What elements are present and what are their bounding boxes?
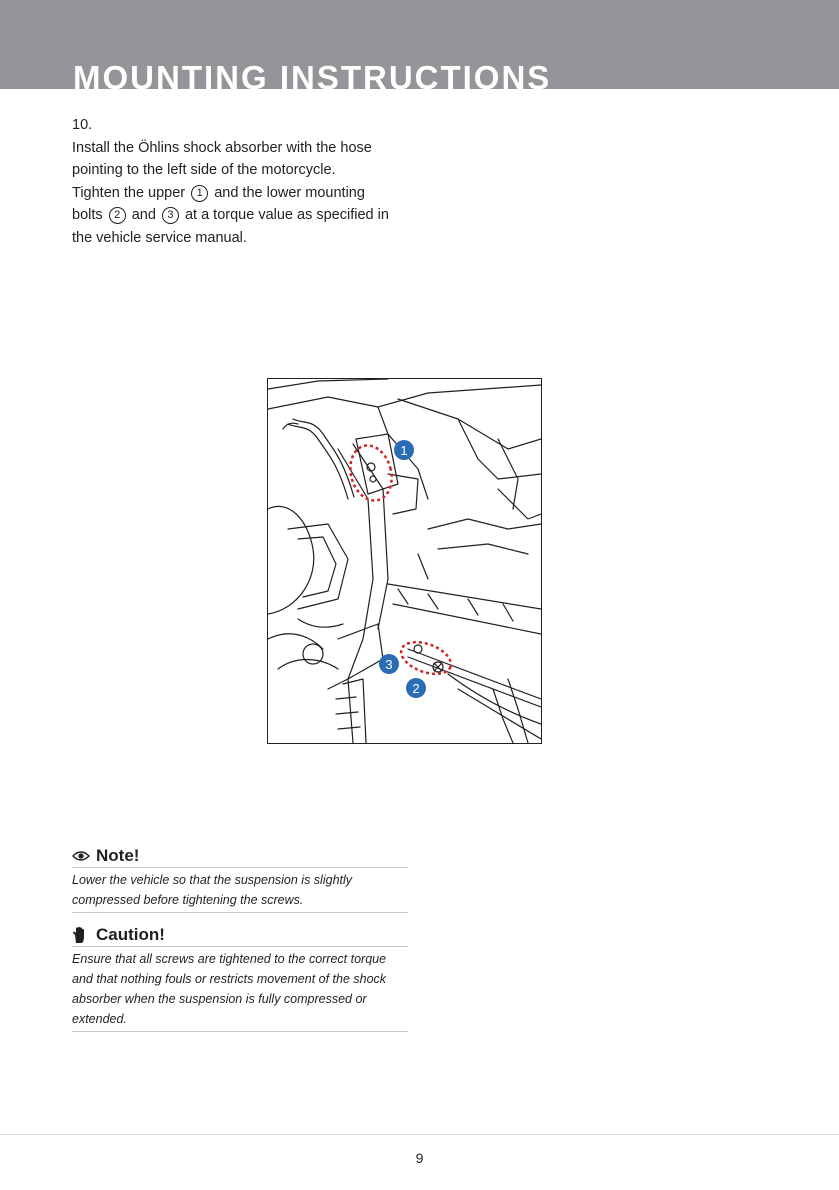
step-line-3a: Tighten the upper — [72, 184, 186, 201]
footer-divider — [0, 1134, 839, 1135]
page-title: MOUNTING INSTRUCTIONS — [73, 59, 552, 89]
note-body-line-2: compressed before tightening the screws. — [72, 893, 304, 907]
callout-3-label: 3 — [385, 657, 393, 672]
callout-2-label: 2 — [412, 681, 420, 696]
note-title: Note! — [96, 846, 140, 865]
shock-mounting-figure — [267, 378, 542, 744]
lower-bolt-highlight — [397, 636, 455, 680]
step-line-2: pointing to the left side of the motorcycle. — [72, 162, 336, 178]
caution-body-line-3: absorber when the suspension is fully compressed or — [72, 992, 367, 1006]
caution-body-line-2: and that nothing fouls or restricts movement of the shock — [72, 972, 387, 986]
note-heading — [72, 845, 408, 868]
step-line-4a: bolts — [72, 207, 103, 223]
caution-body-line-1: Ensure that all screws are tightened to the correct torque — [72, 952, 387, 966]
step-line-4 — [72, 204, 442, 227]
caution-title: Caution! — [96, 925, 165, 944]
marker-3: 3 — [162, 207, 179, 224]
motorcycle-line-drawing — [268, 379, 541, 743]
caution-box — [72, 924, 408, 1032]
caution-body — [72, 947, 408, 1032]
marker-2: 2 — [109, 207, 126, 224]
step-line-3b: and the lower mounting — [214, 184, 365, 201]
caution-body-line-4: extended. — [72, 1012, 127, 1026]
callout-1-label: 1 — [400, 443, 408, 458]
step-line-5: the vehicle service manual. — [72, 229, 247, 246]
note-body — [72, 868, 408, 913]
step-line-4b: and — [131, 207, 156, 223]
caution-heading — [72, 924, 408, 947]
hand-icon — [72, 927, 90, 943]
note-box — [72, 845, 408, 913]
step-line-3 — [72, 182, 442, 205]
page-number: 9 — [415, 1150, 424, 1166]
step-number: 10. — [72, 117, 93, 133]
note-body-line-1: Lower the vehicle so that the suspension is slightly — [72, 873, 353, 887]
step-line-4c: at a torque value as specified in — [184, 207, 389, 223]
step-instructions — [72, 114, 442, 249]
step-line-1: Install the Öhlins shock absorber with the hose — [72, 139, 372, 156]
eye-icon — [72, 848, 90, 864]
header-band — [0, 0, 839, 89]
marker-1: 1 — [191, 185, 208, 202]
